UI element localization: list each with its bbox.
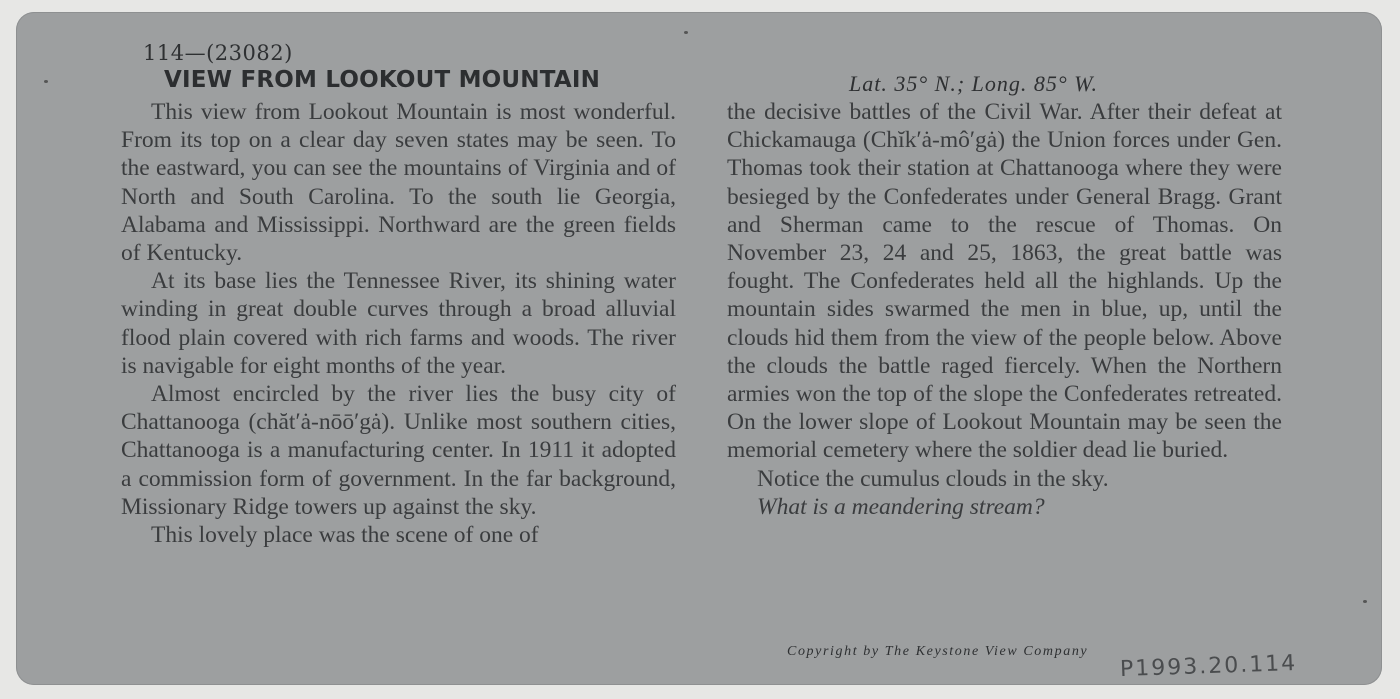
card-number: 114—(23082) bbox=[143, 41, 293, 65]
copyright-line: Copyright by The Keystone View Company bbox=[787, 644, 1089, 659]
paper-speck bbox=[684, 31, 688, 34]
question: What is a meandering stream? bbox=[757, 493, 1045, 520]
paragraph: the decisive battles of the Civil War. After their defeat at Chickamauga (Chĭk′ȧ-mô′gȧ) the Union forces under Gen. Thomas took their station at Chattanooga where they were besieged by the Confederates under General Bragg. Grant and Sherman came to the rescue of Thomas. On November 23, 24 and 25, 1863, the great battle was fought. The Confederates held all the highlands. Up the mountain sides swarmed the men in blue, up, until the clouds hid them from the view of the people below. Above the clouds the battle raged fiercely. When the Northern armies won the top of the slope the Confederates retreated. On the lower slope of Lookout Mountain may be seen the memorial cemetery where the soldier dead lie buried. bbox=[727, 99, 1282, 464]
paper-speck bbox=[1363, 600, 1367, 603]
card-title: VIEW FROM LOOKOUT MOUNTAIN bbox=[164, 67, 601, 93]
paragraph: Almost encircled by the river lies the busy city of Chattanooga (chăt′ȧ-nōō′gȧ). Unlike most southern cities, Chattanooga is a manufacturing center. In 1911 it adopted a commission form of government. In the far background, Missionary Ridge towers up against the sky. bbox=[121, 381, 676, 520]
paragraph: This lovely place was the scene of one of bbox=[151, 522, 539, 549]
paper-speck bbox=[44, 80, 48, 83]
paragraph: At its base lies the Tennessee River, its shining water winding in great double curves through a broad alluvial flood plain covered with rich farms and woods. The river is navigable for eight months of the year. bbox=[121, 268, 676, 379]
accession-number: P1993.20.114 bbox=[1119, 650, 1298, 683]
lat-long: Lat. 35° N.; Long. 85° W. bbox=[849, 71, 1098, 96]
paragraph: This view from Lookout Mountain is most wonderful. From its top on a clear day seven states may be seen. To the eastward, you can see the mountains of Virginia and of North and South Carolina. To the south lie Georgia, Alabama and Mississippi. Northward are the green fields of Kentucky. bbox=[121, 99, 676, 267]
paragraph: Notice the cumulus clouds in the sky. bbox=[757, 465, 1109, 492]
left-column bbox=[121, 98, 676, 549]
right-column bbox=[727, 98, 1282, 521]
